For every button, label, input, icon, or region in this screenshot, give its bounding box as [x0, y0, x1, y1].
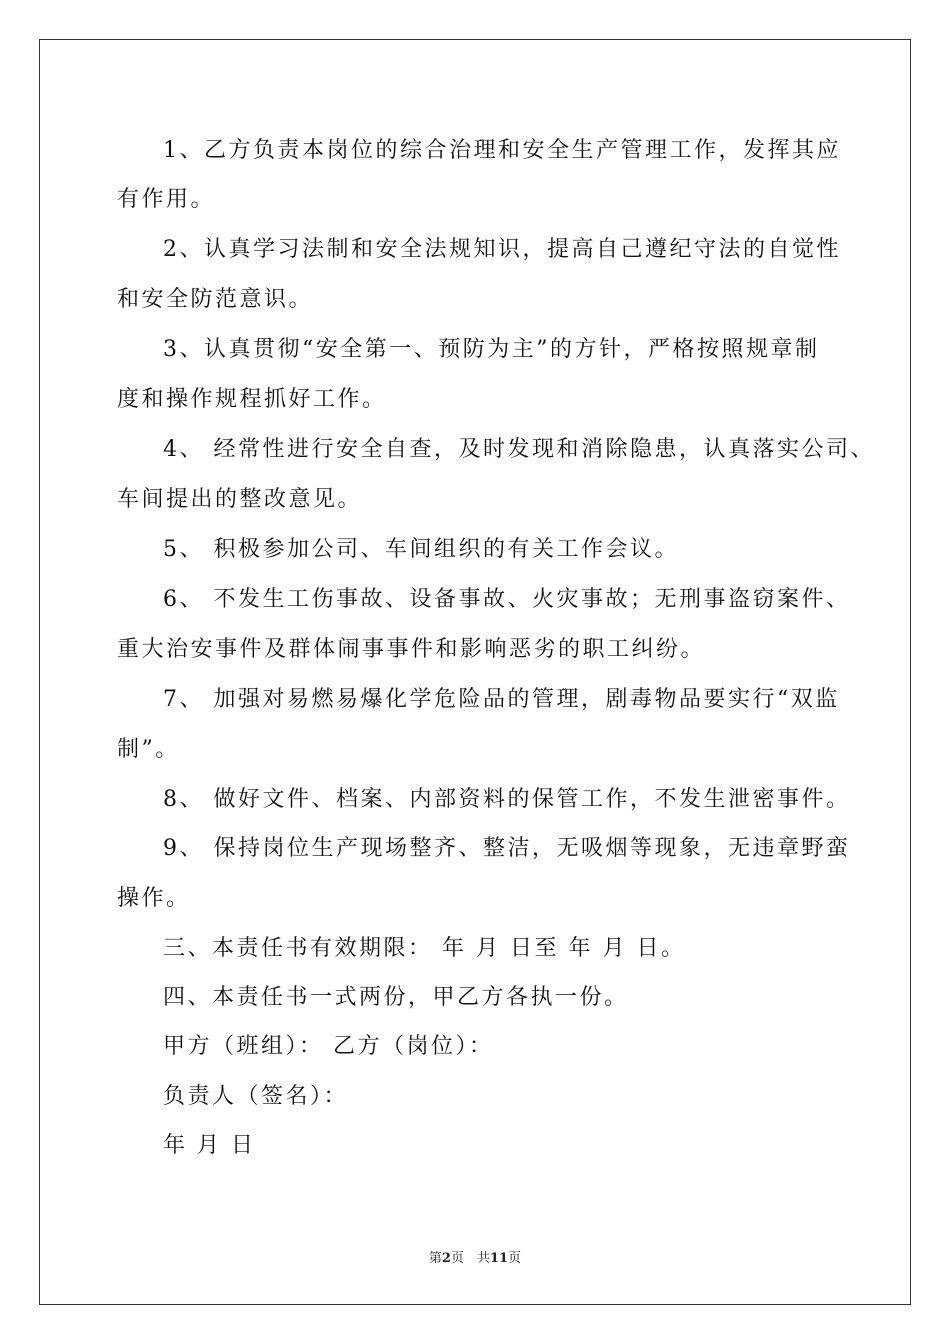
parties-line: 甲方（班组）： 乙方（岗位）： — [163, 1034, 494, 1059]
signature-line: 负责人（签名）： — [163, 1084, 349, 1109]
date-line: 年 月 日 — [163, 1133, 256, 1158]
page-border — [39, 39, 911, 1305]
footer-page-mid: 页 共 — [450, 1251, 490, 1266]
clause-9-line-2: 操作。 — [117, 886, 191, 911]
validity-period-line: 三、本责任书有效期限： 年 月 日至 年 月 日。 — [163, 936, 686, 961]
footer-page-prefix: 第 — [428, 1251, 442, 1266]
clause-7-line-1: 7、 加强对易燃易爆化学危险品的管理，剧毒物品要实行“双监 — [163, 687, 840, 712]
clause-1-line-2: 有作用。 — [117, 187, 216, 212]
clause-2-line-1: 2、认真学习法制和安全法规知识，提高自己遵纪守法的自觉性 — [163, 237, 841, 262]
copies-line: 四、本责任书一式两份，甲乙方各执一份。 — [163, 985, 629, 1010]
clause-1-line-1: 1、乙方负责本岗位的综合治理和安全生产管理工作，发挥其应 — [163, 138, 841, 163]
clause-2-line-2: 和安全防范意识。 — [117, 287, 314, 312]
clause-3-line-2: 度和操作规程抓好工作。 — [117, 387, 387, 412]
clause-7-line-2: 制”。 — [117, 737, 180, 762]
footer-page-total: 11 — [489, 1251, 509, 1266]
clause-4-line-1: 4、 经常性进行安全自查，及时发现和消除隐患，认真落实公司、 — [163, 437, 875, 462]
page-footer — [0, 1247, 950, 1266]
clause-4-line-2: 车间提出的整改意见。 — [117, 487, 363, 512]
clause-3-line-1: 3、认真贯彻“安全第一、预防为主”的方针，严格按照规章制 — [163, 337, 820, 362]
footer-page-current: 2 — [441, 1251, 451, 1266]
clause-9-line-1: 9、 保持岗位生产现场整齐、整洁，无吸烟等现象，无违章野蛮 — [163, 836, 851, 861]
clause-8-line-1: 8、 做好文件、档案、内部资料的保管工作，不发生泄密事件。 — [163, 787, 851, 812]
clause-6-line-2: 重大治安事件及群体闹事事件和影响恶劣的职工纠纷。 — [117, 637, 706, 662]
clause-6-line-1: 6、 不发生工伤事故、设备事故、火灾事故；无刑事盗窃案件、 — [163, 587, 851, 612]
clause-5-line-1: 5、 积极参加公司、车间组织的有关工作会议。 — [163, 537, 679, 562]
footer-page-suffix: 页 — [508, 1251, 522, 1266]
